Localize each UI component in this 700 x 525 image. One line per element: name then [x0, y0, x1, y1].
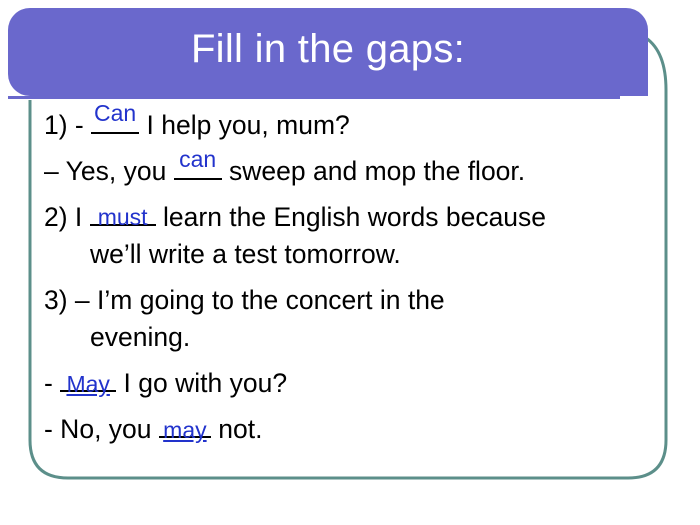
gap-3 [90, 202, 156, 233]
line-text: learn the English words because [155, 202, 547, 232]
exercise-line-1 [44, 100, 644, 156]
answer-can-lower: can [179, 146, 217, 172]
gap-2 [174, 146, 222, 187]
line-text: not. [210, 414, 263, 444]
answer-may-lower: may [163, 417, 207, 443]
exercise-line-4 [44, 239, 644, 285]
line-text: 3) – I’m going to the concert in the [44, 285, 445, 315]
gap-5 [159, 414, 211, 445]
line-text: I go with you? [116, 368, 288, 398]
title-underline [8, 96, 620, 99]
answer-may-upper: May [66, 371, 110, 397]
line-text: I help you, mum? [139, 110, 350, 140]
exercise-line-8 [44, 414, 644, 460]
exercise-line-5 [44, 285, 644, 322]
line-text: - No, you [44, 414, 159, 444]
slide-title: Fill in the gaps: [190, 26, 466, 71]
line-text: we’ll write a test tomorrow. [90, 239, 401, 269]
exercise-content [44, 100, 644, 460]
line-text: - [44, 368, 61, 398]
line-text: 2) I [44, 202, 90, 232]
line-text: evening. [90, 322, 191, 352]
answer-must: must [97, 204, 148, 230]
line-text: sweep and mop the floor. [221, 156, 526, 186]
gap-1 [91, 100, 139, 141]
line-text: 1) - [44, 110, 92, 140]
gap-4 [60, 368, 116, 399]
answer-can: Can [94, 100, 137, 126]
exercise-line-7 [44, 368, 644, 414]
line-text: – Yes, you [44, 156, 174, 186]
exercise-line-2 [44, 146, 644, 202]
title-bar [8, 8, 648, 96]
exercise-line-3 [44, 202, 644, 239]
exercise-line-6 [44, 322, 644, 368]
